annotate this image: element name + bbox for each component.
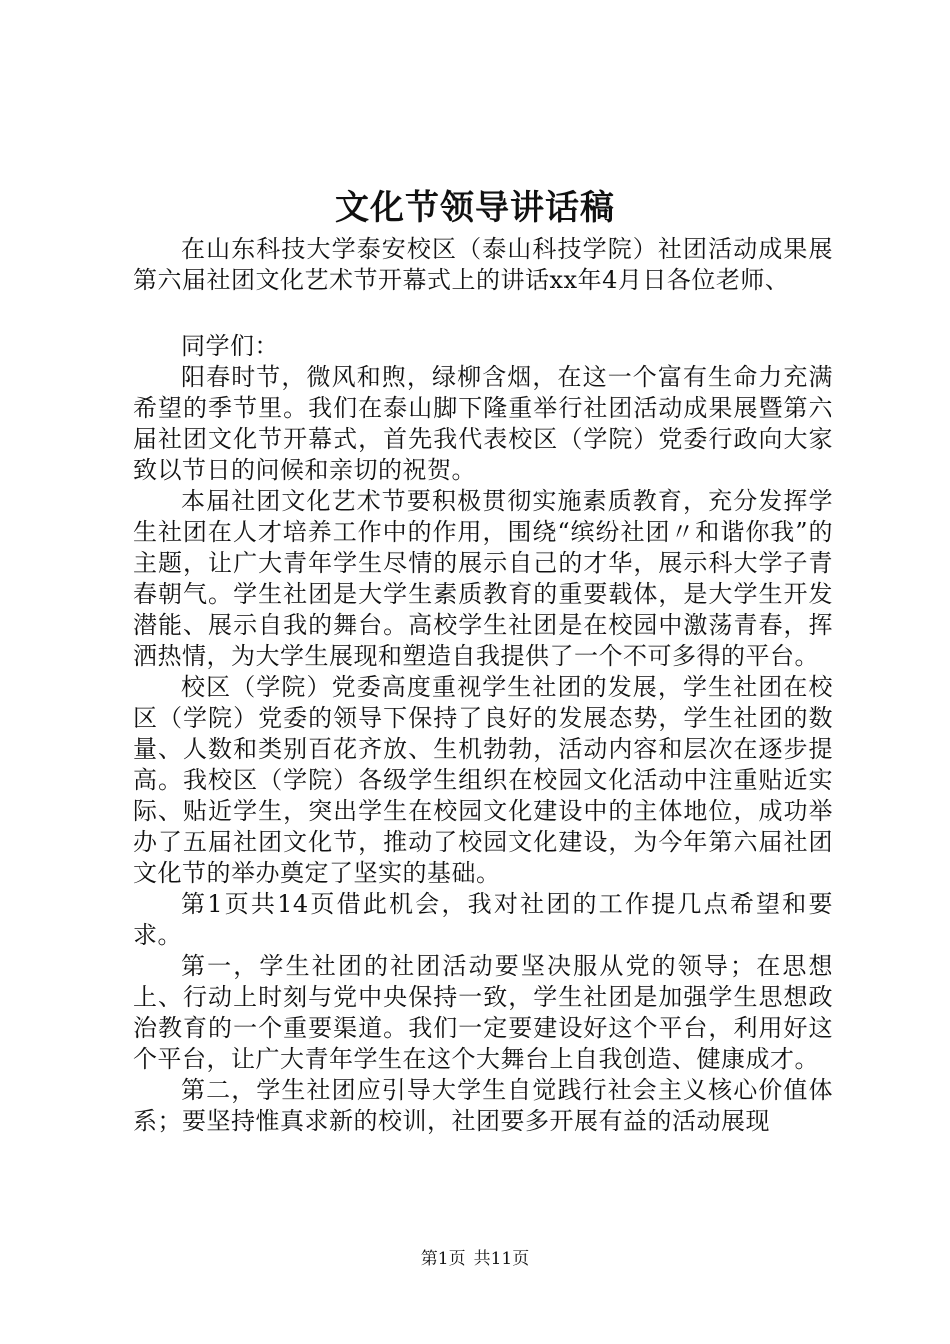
document-body <box>133 234 833 1137</box>
page-total: 共11页 <box>473 1249 530 1269</box>
page-footer <box>0 1247 950 1271</box>
paragraph-second: 第二，学生社团应引导大学生自觉践行社会主义核心价值体系；要坚持惟真求新的校训，社团要多开展有益的活动展现 <box>133 1076 833 1135</box>
paragraph-first: 第一，学生社团的社团活动要坚决服从党的领导；在思想上、行动上时刻与党中央保持一致，学生社团是加强学生思想政治教育的一个重要渠道。我们一定要建设好这个平台，利用好这个平台，让广大青年学生在这个大舞台上自我创造、健康成才。 <box>133 952 833 1073</box>
paragraph-salutation: 同学们： <box>181 332 279 360</box>
paragraph-spring: 阳春时节，微风和煦，绿柳含烟，在这一个富有生命力充满希望的季节里。我们在泰山脚下隆重举行社团活动成果展暨第六届社团文化节开幕式，首先我代表校区（学院）党委行政向大家致以节日的问候和亲切的祝贺。 <box>133 363 833 484</box>
paragraph-intro: 在山东科技大学泰安校区（泰山科技学院）社团活动成果展第六届社团文化艺术节开幕式上的讲话xx年4月日各位老师、 <box>133 235 833 294</box>
paragraph-requests: 第1页共14页借此机会，我对社团的工作提几点希望和要求。 <box>133 890 833 949</box>
paragraph-committee: 校区（学院）党委高度重视学生社团的发展，学生社团在校区（学院）党委的领导下保持了良好的发展态势，学生社团的数量、人数和类别百花齐放、生机勃勃，活动内容和层次在逐步提高。我校区（学院）各级学生组织在校园文化活动中注重贴近实际、贴近学生，突出学生在校园文化建设中的主体地位，成功举办了五届社团文化节，推动了校园文化建设，为今年第六届社团文化节的举办奠定了坚实的基础。 <box>133 673 833 887</box>
page-number: 第1页 <box>420 1249 466 1269</box>
paragraph-festival: 本届社团文化艺术节要积极贯彻实施素质教育，充分发挥学生社团在人才培养工作中的作用，围绕“缤纷社团〃和谐你我”的主题，让广大青年学生尽情的展示自己的才华，展示科大学子青春朝气。学生社团是大学生素质教育的重要载体，是大学生开发潜能、展示自我的舞台。高校学生社团是在校园中激荡青春，挥洒热情，为大学生展现和塑造自我提供了一个不可多得的平台。 <box>133 487 833 670</box>
document-title: 文化节领导讲话稿 <box>335 188 615 228</box>
